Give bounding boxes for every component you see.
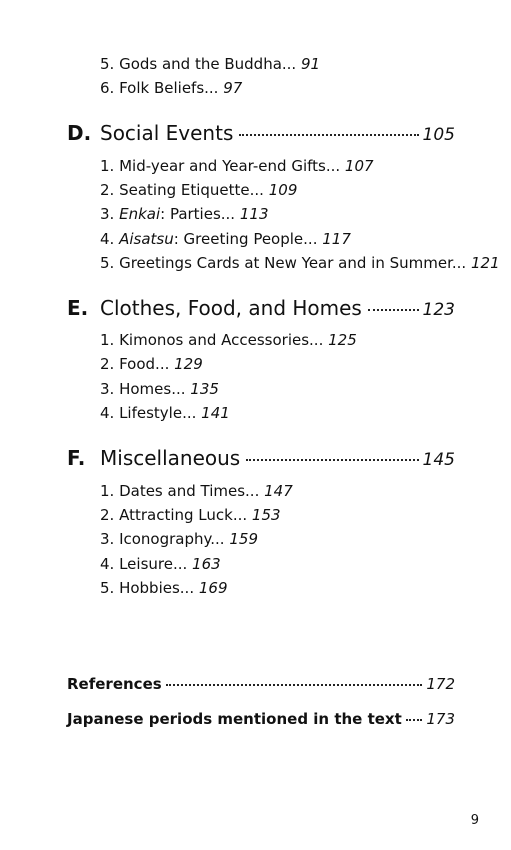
toc-item: [100, 355, 203, 373]
toc-item-label: 1. Kimonos and Accessories...: [100, 331, 324, 349]
toc-item-page: 129: [174, 355, 203, 373]
toc-item-label: 6. Folk Beliefs...: [100, 79, 219, 97]
toc-item-label: 3. Homes...: [100, 380, 186, 398]
toc-item-prefix: 3.: [100, 205, 120, 223]
toc-item: [100, 482, 293, 500]
toc-item: [100, 55, 320, 73]
section-page: 123: [422, 300, 455, 320]
toc-item-label: 2. Attracting Luck...: [100, 506, 248, 524]
toc-item-label: 2. Food...: [100, 355, 170, 373]
dot-leader: [368, 309, 419, 311]
dot-leader: [406, 719, 423, 721]
toc-section-d: [67, 121, 455, 145]
toc-item-page: 113: [239, 205, 269, 223]
section-page: 105: [422, 125, 455, 145]
section-title: Social Events: [100, 121, 234, 145]
toc-section-f: [67, 446, 455, 470]
toc-item: [100, 506, 281, 524]
page-number: 9: [470, 813, 479, 828]
toc-item-page: 107: [344, 157, 374, 175]
section-page: 145: [422, 450, 455, 470]
toc-item-label: 2. Seating Etiquette...: [100, 181, 264, 199]
section-title: Miscellaneous: [100, 446, 241, 470]
toc-item: [100, 380, 219, 398]
toc-item-term: Aisatsu: [119, 230, 174, 248]
toc-item-page: 121: [470, 254, 500, 272]
toc-item-label: 1. Mid-year and Year-end Gifts...: [100, 157, 341, 175]
toc-item-page: 125: [328, 331, 357, 349]
toc-item: [100, 579, 228, 597]
back-matter-page: 173: [426, 710, 455, 728]
dot-leader: [239, 134, 418, 136]
toc-item-page: 147: [264, 482, 293, 500]
toc-item: [100, 555, 221, 573]
toc-item-page: 97: [223, 79, 243, 97]
toc-item-page: 117: [322, 230, 351, 248]
toc-item-label: 3. Iconography...: [100, 530, 225, 548]
section-letter: E.: [67, 296, 89, 320]
toc-item: [100, 79, 242, 97]
toc-item-page: 153: [251, 506, 281, 524]
toc-item: [100, 530, 258, 548]
toc-section-e: [67, 296, 455, 320]
toc-references: [67, 675, 455, 693]
toc-item-label: 1. Dates and Times...: [100, 482, 260, 500]
toc-item-label: 5. Gods and the Buddha...: [100, 55, 297, 73]
toc-item: [100, 205, 269, 223]
back-matter-page: 172: [426, 675, 455, 693]
dot-leader: [166, 684, 423, 686]
section-title: Clothes, Food, and Homes: [100, 296, 362, 320]
toc-item-label: 5. Greetings Cards at New Year and in Summer...: [100, 254, 467, 272]
toc-item: [100, 230, 351, 248]
toc-item-page: 169: [198, 579, 228, 597]
toc-item-label: : Parties...: [160, 205, 236, 223]
toc-item-label: 4. Lifestyle...: [100, 404, 197, 422]
toc-item-page: 135: [190, 380, 219, 398]
section-letter: D.: [67, 121, 92, 145]
toc-item-label: 5. Hobbies...: [100, 579, 195, 597]
toc-item: [100, 181, 297, 199]
toc-item-page: 91: [300, 55, 321, 73]
toc-item-page: 159: [229, 530, 258, 548]
back-matter-title: Japanese periods mentioned in the text: [67, 710, 402, 728]
toc-item-label: 4. Leisure...: [100, 555, 188, 573]
toc-item: [100, 157, 374, 175]
toc-item-page: 163: [192, 555, 221, 573]
toc-item-prefix: 4.: [100, 230, 120, 248]
toc-item: [100, 331, 357, 349]
toc-item: [100, 254, 500, 272]
dot-leader: [246, 459, 418, 461]
toc-item: [100, 404, 230, 422]
toc-item-term: Enkai: [119, 205, 161, 223]
back-matter-title: References: [67, 675, 162, 693]
toc-item-page: 141: [201, 404, 230, 422]
toc-japanese-periods: [67, 710, 455, 728]
section-letter: F.: [67, 446, 86, 470]
toc-item-label: : Greeting People...: [173, 230, 318, 248]
toc-item-page: 109: [268, 181, 298, 199]
